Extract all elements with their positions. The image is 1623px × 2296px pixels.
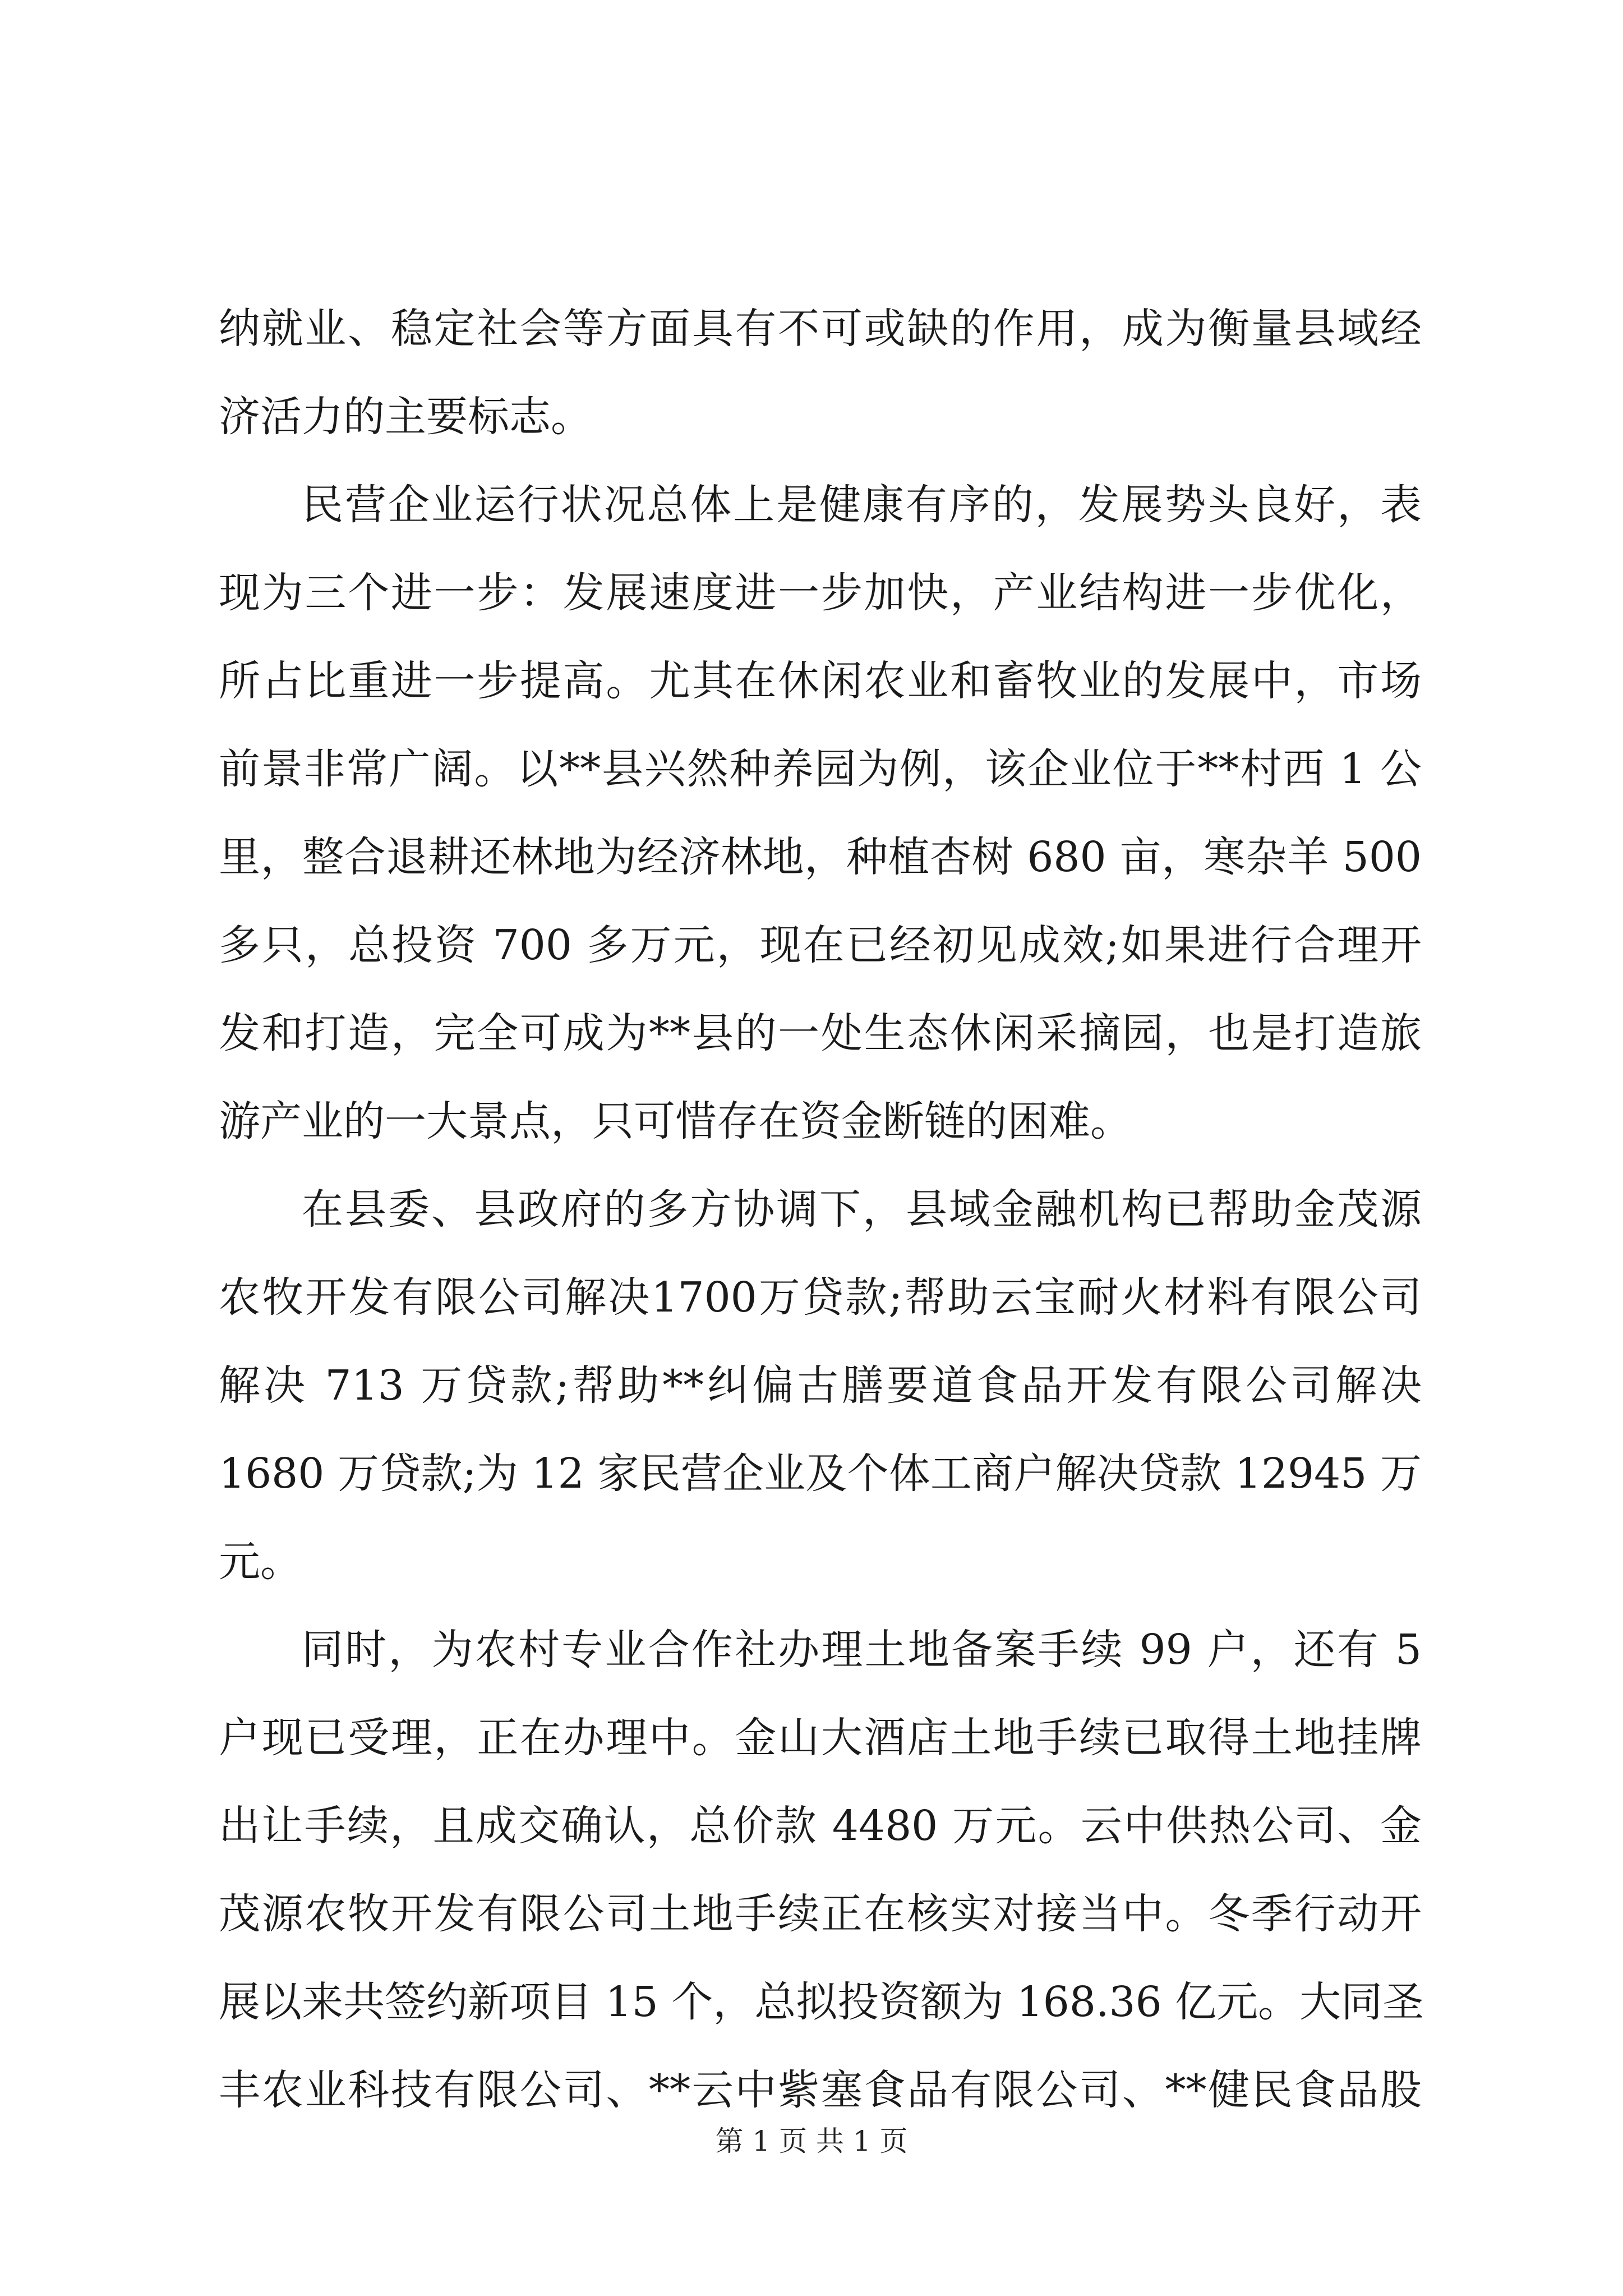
text-line: 出让手续，且成交确认，总价款 4480 万元。云中供热公司、金 bbox=[219, 1802, 1422, 1850]
page-number-footer: 第 1 页 共 1 页 bbox=[715, 2125, 908, 2157]
text-line: 元。 bbox=[219, 1538, 302, 1586]
text-line: 展以来共签约新项目 15 个，总拟投资额为 168.36 亿元。大同圣 bbox=[219, 1978, 1424, 2026]
text-line: 所占比重进一步提高。尤其在休闲农业和畜牧业的发展中，市场 bbox=[219, 657, 1422, 705]
text-line: 1680 万贷款;为 12 家民营企业及个体工商户解决贷款 12945 万 bbox=[219, 1450, 1422, 1498]
text-line: 济活力的主要标志。 bbox=[219, 393, 592, 441]
text-line: 茂源农牧开发有限公司土地手续正在核实对接当中。冬季行动开 bbox=[219, 1890, 1422, 1938]
text-line: 纳就业、稳定社会等方面具有不可或缺的作用，成为衡量县域经 bbox=[219, 305, 1422, 353]
text-line: 游产业的一大景点，只可惜存在资金断链的困难。 bbox=[219, 1097, 1132, 1145]
text-line: 现为三个进一步：发展速度进一步加快，产业结构进一步优化， bbox=[219, 569, 1422, 617]
paragraph-first-line: 同时，为农村专业合作社办理土地备案手续 99 户，还有 5 bbox=[302, 1626, 1422, 1674]
paragraph-first-line: 民营企业运行状况总体上是健康有序的，发展势头良好，表 bbox=[302, 481, 1422, 529]
body-text bbox=[219, 285, 1422, 2134]
paragraph-first-line: 在县委、县政府的多方协调下，县域金融机构已帮助金茂源 bbox=[302, 1185, 1422, 1234]
text-line: 户现已受理，正在办理中。金山大酒店土地手续已取得土地挂牌 bbox=[219, 1714, 1422, 1762]
text-line: 里，整合退耕还林地为经济林地，种植杏树 680 亩，寒杂羊 500 bbox=[219, 833, 1422, 881]
text-line: 发和打造，完全可成为**县的一处生态休闲采摘园，也是打造旅 bbox=[219, 1009, 1422, 1057]
text-line: 丰农业科技有限公司、**云中紫塞食品有限公司、**健民食品股 bbox=[219, 2066, 1422, 2114]
text-line: 前景非常广阔。以**县兴然种养园为例，该企业位于**村西 1 公 bbox=[219, 745, 1422, 793]
text-line: 解决 713 万贷款;帮助**纠偏古膳要道食品开发有限公司解决 bbox=[219, 1361, 1422, 1410]
text-line: 农牧开发有限公司解决1700万贷款;帮助云宝耐火材料有限公司 bbox=[219, 1273, 1422, 1322]
text-line: 多只，总投资 700 多万元，现在已经初见成效;如果进行合理开 bbox=[219, 921, 1422, 969]
